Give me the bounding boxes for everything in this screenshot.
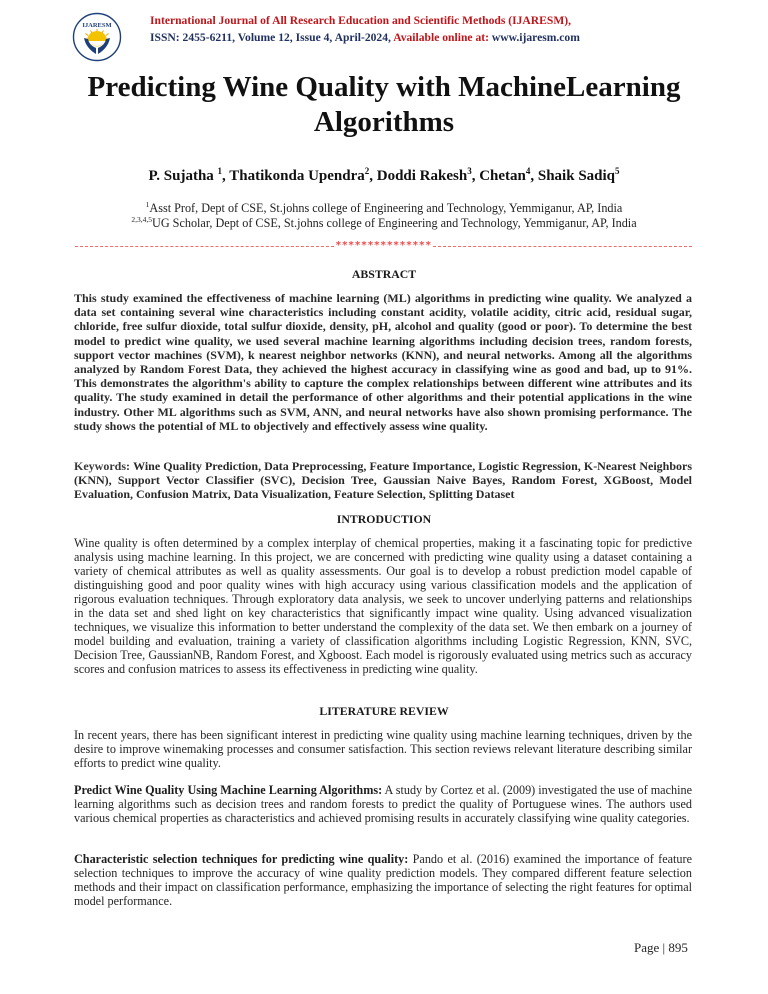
- literature-item: [74, 852, 692, 908]
- author-sup: 3: [467, 166, 472, 176]
- separator-stars: ***************: [335, 240, 432, 251]
- affiliation-text: UG Scholar, Dept of CSE, St.johns college of Engineering and Technology, Yemmiganur, AP, India: [152, 216, 637, 231]
- author-list: P. Sujatha $^1$, Thatikonda Upendra$^2$, Doddi Rakesh$^3$, Chetan$^4$, Shaik Sadiq$^5$: [148, 166, 620, 184]
- paper-title: Predicting Wine Quality with MachineLearning Algorithms: [87, 71, 681, 138]
- author: Doddi Rakesh: [376, 168, 468, 184]
- affiliation: [40, 200, 728, 216]
- affiliation-text: Asst Prof, Dept of CSE, St.johns college of Engineering and Technology, Yemmiganur, AP, India: [149, 201, 623, 216]
- svg-text:IJARESM: IJARESM: [82, 22, 112, 29]
- issn-info: ISSN: 2455-6211, Volume 12, Issue 4, April-2024,: [150, 31, 391, 44]
- author-sup: 1: [217, 166, 223, 176]
- introduction-text: Wine quality is often determined by a complex interplay of chemical properties, making it a fascinating topic for predictive analysis using machine learning. In this project, we are concerned with predicting wine quality using a dataset containing a variety of chemical attributes as well as quality assessments. Our goal is to develop a robust prediction model capable of distinguishing good and poor quality wines with high accuracy using various classification models and the application of rigorous evaluation techniques. Through exploratory data analysis, we seek to uncover underlying patterns and relationships in the data set and shed light on key characteristics that significantly impact wine quality. Using advanced visualization techniques, we visualize this information to better understand the complexity of the data set. We then embark on a journey of model building and evaluation, training a variety of classification algorithms including Logistic Regression, KNN, SVC, Decision Tree, GaussianNB, Random Forest, and Xgboost. Each model is rigorously evaluated using metrics such as accuracy scores and confusion matrices to assess its effectiveness in predicting wine quality.: [74, 536, 692, 676]
- keywords: [74, 459, 692, 502]
- journal-name: International Journal of All Research Education and Scientific Methods (IJARESM),: [150, 14, 572, 27]
- abstract-text: This study examined the effectiveness of machine learning (ML) algorithms in predicting wine quality. We analyzed a data set containing several wine characteristics including constant acidity, volatile acidity, citric acid, residual sugar, chloride, free sulfur dioxide, total sulfur dioxide, density, pH, alcohol and quality (good or poor). To determine the best model to predict wine quality, we used several machine learning algorithms including decision trees, random forests, support vector machines (SVM), k nearest neighbor networks (KNN), and neural networks. Among all the algorithms analyzed by Random Forest Data, they achieved the highest accuracy in classifying wine as good and bad, up to 91%. This demonstrates the algorithm's ability to capture the complex relationships between different wine attributes and its quality. The study examined in detail the performance of other algorithms and their potential applications in the wine industry. Other ML algorithms such as SVM, ANN, and neural networks have also shown promising performance. The study shows the potential of ML to objectively and effectively assess wine quality.: [74, 291, 692, 433]
- section-separator: [75, 242, 692, 250]
- literature-item-text: A study by Cortez et al. (2009) investigated the use of machine learning algorithms such as decision trees and random forests to predict the quality of Portuguese wines. The authors used various chemical properties as characteristics and achieved promising results in accurately classifying wine quality categories.: [74, 783, 692, 825]
- keywords-list: Wine Quality Prediction, Data Preprocessing, Feature Importance, Logistic Regression, K-Nearest Neighbors (KNN), Support Vector Classifier (SVC), Decision Tree, Gaussian Naive Bayes, Random Forest, XGBoost, Model Evaluation, Confusion Matrix, Data Visualization, Feature Selection, Splitting Dataset: [74, 459, 693, 502]
- author-sup: 2: [364, 166, 370, 176]
- literature-review-heading: LITERATURE REVIEW: [319, 704, 449, 718]
- author: Chetan: [479, 168, 526, 184]
- affiliation: [40, 215, 728, 231]
- ijaresm-logo-icon: [72, 12, 122, 62]
- literature-item-title: Predict Wine Quality Using Machine Learning Algorithms:: [74, 783, 383, 797]
- literature-item: [74, 783, 692, 825]
- author: P. Sujatha: [148, 168, 214, 184]
- author-sup: 5: [615, 166, 620, 176]
- journal-header: [72, 8, 712, 64]
- journal-issn-line: [150, 31, 580, 44]
- journal-url-link[interactable]: www.ijaresm.com: [491, 31, 580, 44]
- author: Thatikonda Upendra: [229, 168, 365, 184]
- affiliation-sup: 1: [145, 200, 150, 209]
- available-label: Available online at:: [393, 31, 489, 44]
- keywords-label: Keywords:: [74, 459, 130, 473]
- separator-dash-right: [433, 246, 692, 247]
- literature-item-text: Pando et al. (2016) examined the importance of feature selection techniques to improve the accuracy of wine quality prediction models. They compared different feature selection methods and their impact on classification performance, emphasizing the importance of selecting the right features for optimal model performance.: [74, 852, 692, 908]
- page-number: Page | 895: [634, 940, 688, 955]
- separator-dash-left: [75, 246, 334, 247]
- abstract-heading: ABSTRACT: [351, 267, 417, 281]
- author: Shaik Sadiq: [537, 168, 616, 184]
- introduction-heading: INTRODUCTION: [336, 512, 432, 526]
- literature-item-title: Characteristic selection techniques for predicting wine quality:: [74, 852, 409, 866]
- author-sup: 4: [525, 166, 531, 176]
- affiliation-sup: 2,3,4,5: [131, 215, 153, 224]
- literature-review-intro: In recent years, there has been significant interest in predicting wine quality using machine learning techniques, driven by the desire to improve winemaking processes and consumer satisfaction. This section reviews relevant literature describing similar efforts to predict wine quality.: [74, 728, 692, 770]
